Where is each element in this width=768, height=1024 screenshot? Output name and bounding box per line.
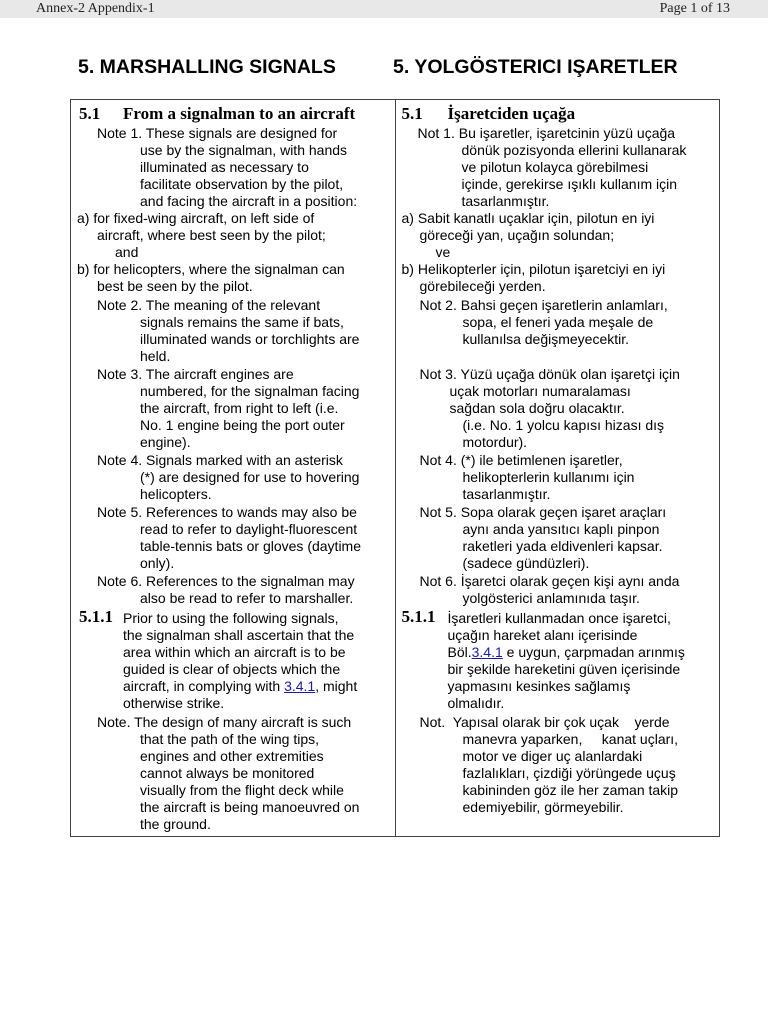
- text-line: signals remains the same if bats,: [140, 314, 344, 330]
- text-line: otherwise strike.: [123, 695, 225, 711]
- text-line: Note 3. The aircraft engines are: [97, 366, 294, 382]
- text-line: uçağın hareket alanı içerisinde: [447, 627, 638, 643]
- text-line: a) Sabit kanatlı uçaklar için, pilotun en iyi: [401, 210, 655, 226]
- text-line: tasarlanmıştır.: [461, 193, 550, 209]
- text-line: Not. Yapısal olarak bir çok uçak yerde: [419, 714, 670, 730]
- text-line: and facing the aircraft in a position:: [140, 193, 358, 209]
- text-line: Not 4. (*) ile betimlenen işaretler,: [419, 452, 623, 468]
- text-line: ve: [435, 244, 451, 260]
- text-line: use by the signalman, with hands: [140, 142, 348, 158]
- text-line: edemiyebilir, görmeyebilir.: [462, 799, 624, 815]
- section-5-1-heading: [79, 104, 355, 124]
- text-fragment: aircraft, in complying with: [123, 678, 285, 694]
- text-line: and: [115, 244, 139, 260]
- text-line: b) for helicopters, where the signalman can: [77, 261, 345, 277]
- text-line: Note. The design of many aircraft is such: [97, 714, 352, 730]
- text-line: Note 5. References to wands may also be: [97, 504, 357, 520]
- text-line: sopa, el feneri yada meşale de: [462, 314, 654, 330]
- text-line: helicopters.: [140, 486, 212, 502]
- text-line: area within which an aircraft is to be: [123, 644, 346, 660]
- text-line: Not 3. Yüzü uçağa dönük olan işaretçi için: [419, 366, 680, 382]
- page-indicator: Page 1 of 13: [659, 1, 730, 16]
- text-line: görebileceği yerden.: [419, 278, 546, 294]
- text-line: bir şekilde hareketini güven içerisinde: [447, 661, 681, 677]
- section-title: İşaretciden uçağa: [447, 104, 576, 123]
- text-line: helikopterlerin kullanımı için: [462, 469, 635, 485]
- text-line: (sadece gündüzleri).: [462, 555, 590, 571]
- text-line: Note 2. The meaning of the relevant: [97, 297, 321, 313]
- text-line: İşaretleri kullanmadan once işaretci,: [447, 610, 671, 626]
- text-line: tasarlanmıştır.: [462, 486, 551, 502]
- text-fragment: e uygun, çarpmadan arınmış: [502, 644, 685, 660]
- text-line: [448, 644, 685, 661]
- text-line: read to refer to daylight-fluorescent: [140, 521, 358, 537]
- text-line: guided is clear of objects which the: [123, 661, 341, 677]
- text-line: the signalman shall ascertain that the: [123, 627, 355, 643]
- text-line: numbered, for the signalman facing: [140, 383, 360, 399]
- text-line: ve pilotun kolayca görebilmesi: [461, 159, 649, 175]
- section-number: 5.1.1: [401, 607, 436, 626]
- text-line: Not 6. İşaretci olarak geçen kişi aynı anda: [419, 573, 680, 589]
- text-line: Note 1. These signals are designed for: [97, 125, 338, 141]
- text-line: içinde, gerekirse ışıklı kullanım için: [461, 176, 678, 192]
- section-number: 5.1.1: [79, 607, 113, 626]
- document-header-bar: [0, 0, 768, 18]
- text-line: visually from the flight deck while: [140, 782, 344, 798]
- text-line: aynı anda yansıtıcı kaplı pinpon: [462, 521, 660, 537]
- text-fragment: , might: [315, 678, 358, 694]
- text-line: manevra yaparken, kanat uçları,: [462, 731, 679, 747]
- text-line: motor ve diger uç alanlardaki: [462, 748, 643, 764]
- reference-link-3-4-1-tr[interactable]: 3.4.1: [471, 644, 503, 660]
- text-line: also be read to refer to marshaller.: [140, 590, 354, 606]
- text-fragment: Böl.: [447, 644, 472, 660]
- text-line: illuminated as necessary to: [140, 159, 309, 175]
- text-line: table-tennis bats or gloves (daytime: [140, 538, 361, 554]
- text-line: Not 1. Bu işaretler, işaretcinin yüzü uçağa: [417, 125, 676, 141]
- text-line: fazlalıkları, çizdiği yörüngede uçuş: [462, 765, 676, 781]
- document-reference: Annex-2 Appendix-1: [36, 1, 155, 16]
- text-line: cannot always be monitored: [140, 765, 315, 781]
- text-line: kullanılsa değişmeyecektir.: [462, 331, 630, 347]
- text-line: illuminated wands or torchlights are: [140, 331, 360, 347]
- text-line: göreceği yan, uçağın solundan;: [419, 227, 615, 243]
- text-line: Not 5. Sopa olarak geçen işaret araçları: [419, 504, 667, 520]
- section-number: 5.1: [401, 104, 423, 123]
- text-line: No. 1 engine being the port outer: [140, 417, 345, 433]
- text-line: (i.e. No. 1 yolcu kapısı hizası dış: [462, 417, 665, 433]
- turkish-column: [395, 100, 720, 837]
- text-line: that the path of the wing tips,: [140, 731, 320, 747]
- text-line: facilitate observation by the pilot,: [140, 176, 344, 192]
- text-line: Note 4. Signals marked with an asterisk: [97, 452, 343, 468]
- english-column: [71, 100, 396, 837]
- text-line: engines and other extremities: [140, 748, 324, 764]
- section-title: From a signalman to an aircraft: [123, 104, 356, 123]
- text-line: motordur).: [462, 434, 528, 450]
- bilingual-table: [70, 99, 720, 837]
- text-line: the ground.: [140, 816, 211, 832]
- text-line: yolgösterici anlamınıda taşır.: [462, 590, 640, 606]
- section-number: 5.1: [79, 104, 101, 123]
- text-line: dönük pozisyonda ellerini kullanarak: [461, 142, 687, 158]
- text-line: yapmasını kesinkes sağlamış: [447, 678, 631, 694]
- text-line: only).: [140, 555, 175, 571]
- text-line: sağdan sola doğru olacaktır.: [449, 400, 625, 416]
- title-english: 5. MARSHALLING SIGNALS: [78, 56, 336, 78]
- text-line: olmalıdır.: [447, 695, 505, 711]
- text-line: kabininden göz ile her zaman takip: [462, 782, 679, 798]
- text-line: a) for fixed-wing aircraft, on left side of: [77, 210, 315, 226]
- text-line: [123, 678, 357, 695]
- text-line: Prior to using the following signals,: [123, 610, 339, 626]
- text-line: (*) are designed for use to hovering: [140, 469, 360, 485]
- reference-link-3-4-1[interactable]: 3.4.1: [284, 678, 316, 694]
- text-line: engine).: [140, 434, 191, 450]
- text-line: uçak motorları numaralaması: [449, 383, 631, 399]
- text-line: best be seen by the pilot.: [97, 278, 253, 294]
- text-line: aircraft, where best seen by the pilot;: [97, 227, 326, 243]
- text-line: Not 2. Bahsi geçen işaretlerin anlamları,: [419, 297, 668, 313]
- section-5-1-heading-tr: [402, 104, 576, 124]
- title-turkish: 5. YOLGÖSTERICI IŞARETLER: [393, 56, 678, 78]
- text-line: b) Helikopterler için, pilotun işaretciyi en iyi: [401, 261, 666, 277]
- text-line: held.: [140, 348, 171, 364]
- text-line: Note 6. References to the signalman may: [97, 573, 355, 589]
- text-line: the aircraft is being manoeuvred on: [140, 799, 360, 815]
- text-line: raketleri yada eldivenleri kapsar.: [462, 538, 663, 554]
- text-line: the aircraft, from right to left (i.e.: [140, 400, 339, 416]
